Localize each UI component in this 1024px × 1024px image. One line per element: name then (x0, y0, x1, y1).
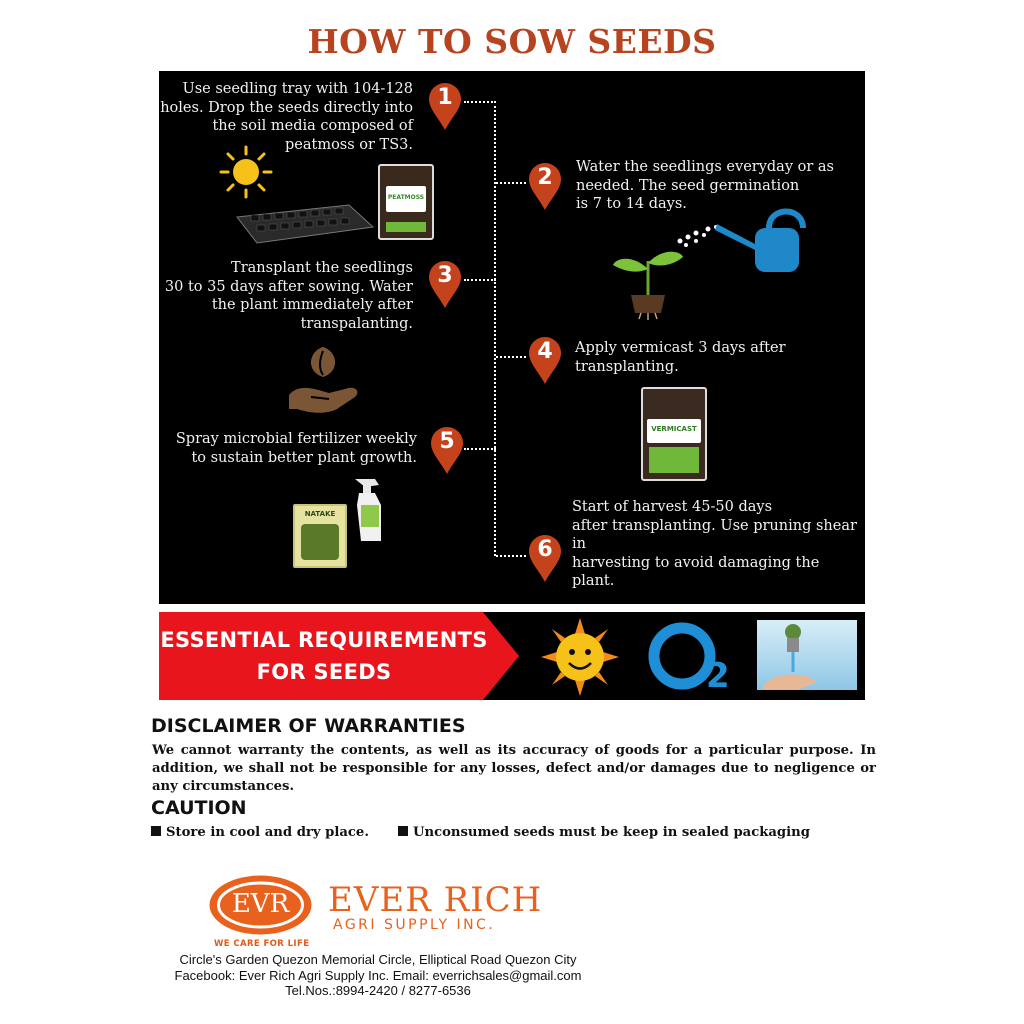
page-title: HOW TO SOW SEEDS (307, 22, 717, 61)
caution-item: Unconsumed seeds must be keep in sealed packaging (398, 825, 810, 840)
steps-panel (159, 71, 865, 604)
company-tagline: WE CARE FOR LIFE (214, 939, 310, 949)
connector-5 (464, 448, 496, 450)
company-contact: Facebook: Ever Rich Agri Supply Inc. Email: everrichsales@gmail.com (174, 968, 582, 983)
step-5-text: Spray microbial fertilizer weekly to sustain better plant growth. (175, 431, 417, 466)
step-6-pin: 6 (527, 533, 563, 583)
step-4-text: Apply vermicast 3 days after transplanting. (575, 340, 786, 375)
connector-1 (464, 101, 496, 103)
step-6-text: Start of harvest 45-50 days after transplanting. Use pruning shear in harvesting to avoid damaging the plant. (572, 499, 857, 589)
caution-heading: CAUTION (151, 797, 247, 819)
company-address: Circle's Garden Quezon Memorial Circle, Elliptical Road Quezon City (179, 952, 577, 967)
step-1-text: Use seedling tray with 104-128 holes. Drop the seeds directly into the soil media composed of peatmoss or TS3. (160, 81, 413, 153)
hand-seed-icon (285, 343, 363, 417)
connector-4 (496, 356, 526, 358)
spray-bottle-icon (351, 475, 387, 545)
oxygen-icon: 2 (646, 618, 736, 698)
banner-line-2: FOR SEEDS (256, 660, 392, 684)
watering-can-icon (715, 206, 807, 276)
caution-item: Store in cool and dry place. (151, 825, 369, 840)
connector-6 (496, 555, 526, 557)
fertilizer-label: NATAKE (304, 510, 336, 518)
vermicast-label: VERMICAST (651, 425, 697, 433)
connector-vertical (494, 101, 496, 556)
peatmoss-bag (378, 164, 434, 240)
seedling-icon (611, 239, 685, 321)
logo-text: EVR (231, 889, 290, 919)
sun-icon (219, 145, 273, 199)
company-subname: AGRI SUPPLY INC. (333, 917, 496, 933)
step-2-pin: 2 (527, 161, 563, 211)
step-4-pin: 4 (527, 335, 563, 385)
disclaimer-heading: DISCLAIMER OF WARRANTIES (151, 715, 466, 737)
step-2-text: Water the seedlings everyday or as needed. The seed germination is 7 to 14 days. (576, 159, 834, 212)
step-1-pin: 1 (427, 81, 463, 131)
connector-3 (464, 279, 496, 281)
company-logo (208, 874, 313, 936)
disclaimer-body: We cannot warranty the contents, as well as its accuracy of goods for a particular purpose. In addition, we shall not be responsible for any losses, defect and/or damages due to negligence or any circumstances. (152, 743, 876, 794)
water-hand-icon (757, 620, 857, 690)
vermicast-bag (641, 387, 707, 481)
essential-requirements-banner (159, 612, 865, 700)
seedling-tray-icon (231, 199, 377, 247)
fertilizer-pack (293, 504, 347, 568)
bullet-square-icon (151, 826, 161, 836)
step-5-pin: 5 (429, 425, 465, 475)
step-3-text: Transplant the seedlings 30 to 35 days after sowing. Water the plant immediately after transpalanting. (164, 260, 413, 332)
bullet-square-icon (398, 826, 408, 836)
company-name: EVER RICH (328, 880, 543, 920)
water-drops-icon (674, 223, 718, 247)
connector-2 (496, 182, 526, 184)
company-phones: Tel.Nos.:8994-2420 / 8277-6536 (285, 983, 471, 998)
banner-line-1: ESSENTIAL REQUIREMENTS (160, 628, 488, 652)
step-3-pin: 3 (427, 259, 463, 309)
smiling-sun-icon (541, 618, 619, 696)
peatmoss-label: PEATMOSS (387, 194, 425, 201)
